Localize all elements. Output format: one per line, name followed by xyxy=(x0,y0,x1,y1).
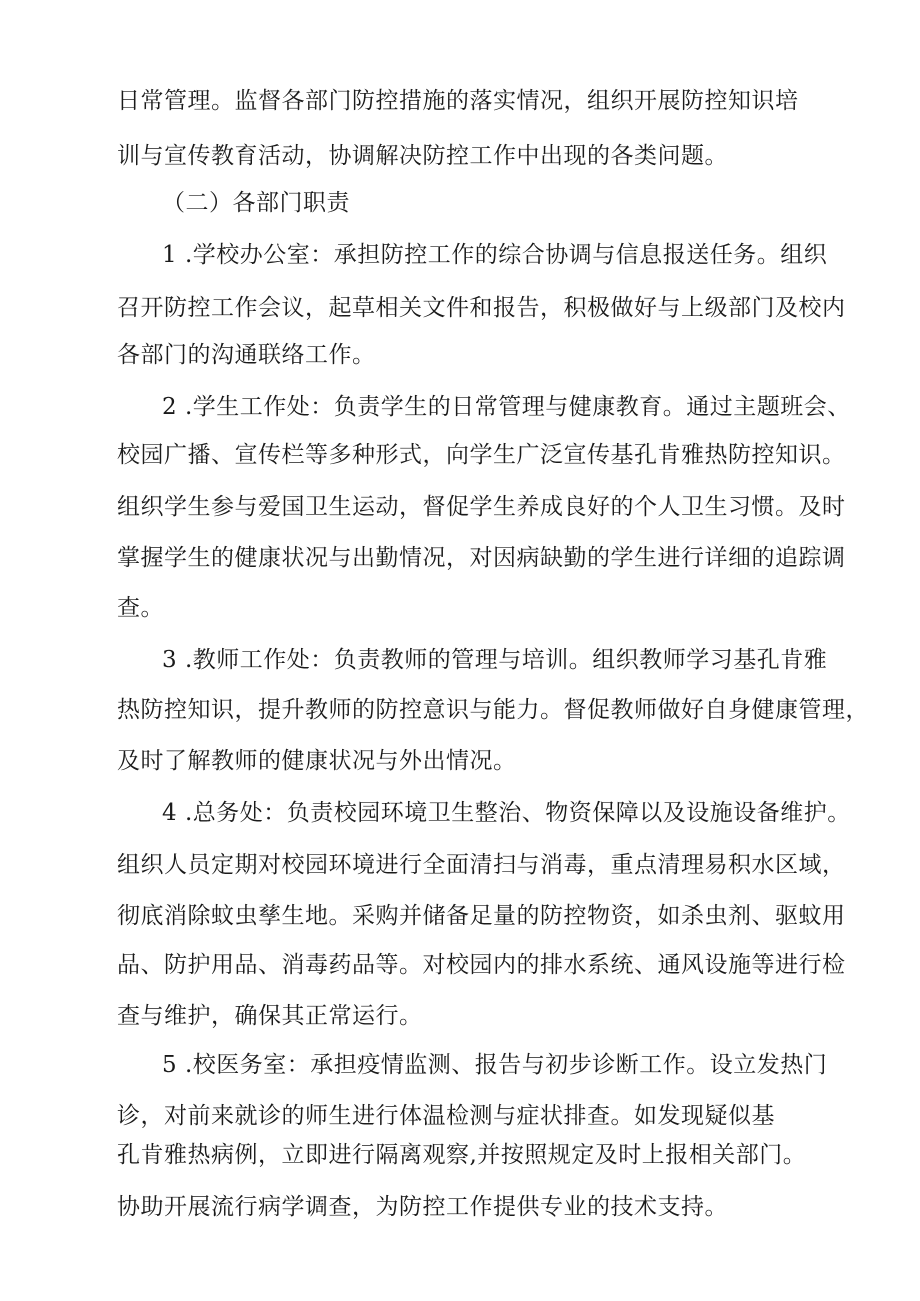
paragraph-3-line: 3 .教师工作处：负责教师的管理与培训。组织教师学习基孔肯雅 xyxy=(162,647,828,673)
paragraph-2-line: 校园广播、宣传栏等多种形式，向学生广泛宣传基孔肯雅热防控知识。 xyxy=(117,442,846,468)
paragraph-4-line: 4 .总务处：负责校园环境卫生整治、物资保障以及设施设备维护。 xyxy=(162,800,851,826)
paragraph-4-line: 组织人员定期对校园环境进行全面清扫与消毒，重点清理易积水区域， xyxy=(117,852,846,878)
paragraph-3-line: 热防控知识，提升教师的防控意识与能力。督促教师做好自身健康管理， xyxy=(117,697,869,723)
paragraph-3-line: 及时了解教师的健康状况与外出情况。 xyxy=(117,748,517,774)
section-heading: （二）各部门职责 xyxy=(162,190,350,216)
paragraph-5-line: 协助开展流行病学调查，为防控工作提供专业的技术支持。 xyxy=(117,1194,728,1220)
paragraph-1-line: 1 .学校办公室：承担防控工作的综合协调与信息报送任务。组织 xyxy=(162,242,828,268)
text-line: 训与宣传教育活动，协调解决防控工作中出现的各类问题。 xyxy=(117,143,728,169)
paragraph-1-line: 召开防控工作会议，起草相关文件和报告，积极做好与上级部门及校内 xyxy=(117,295,846,321)
paragraph-2-line: 查。 xyxy=(117,595,164,621)
paragraph-5-line: 孔肯雅热病例，立即进行隔离观察,并按照规定及时上报相关部门。 xyxy=(117,1142,807,1168)
text-line: 日常管理。监督各部门防控措施的落实情况，组织开展防控知识培 xyxy=(117,88,799,114)
paragraph-4-line: 品、防护用品、消毒药品等。对校园内的排水系统、通风设施等进行检 xyxy=(117,952,846,978)
paragraph-2-line: 2 .学生工作处：负责学生的日常管理与健康教育。通过主题班会、 xyxy=(162,394,851,420)
paragraph-2-line: 组织学生参与爱国卫生运动，督促学生养成良好的个人卫生习惯。及时 xyxy=(117,494,846,520)
paragraph-2-line: 掌握学生的健康状况与出勤情况，对因病缺勤的学生进行详细的追踪调 xyxy=(117,545,846,571)
paragraph-1-line: 各部门的沟通联络工作。 xyxy=(117,342,376,368)
paragraph-5-line: 5 .校医务室：承担疫情监测、报告与初步诊断工作。设立发热门 xyxy=(162,1052,828,1078)
paragraph-4-line: 彻底消除蚊虫孳生地。采购并储备足量的防控物资，如杀虫剂、驱蚊用 xyxy=(117,903,846,929)
paragraph-4-line: 查与维护，确保其正常运行。 xyxy=(117,1003,423,1029)
paragraph-5-line: 诊，对前来就诊的师生进行体温检测与症状排查。如发现疑似基 xyxy=(117,1103,775,1129)
